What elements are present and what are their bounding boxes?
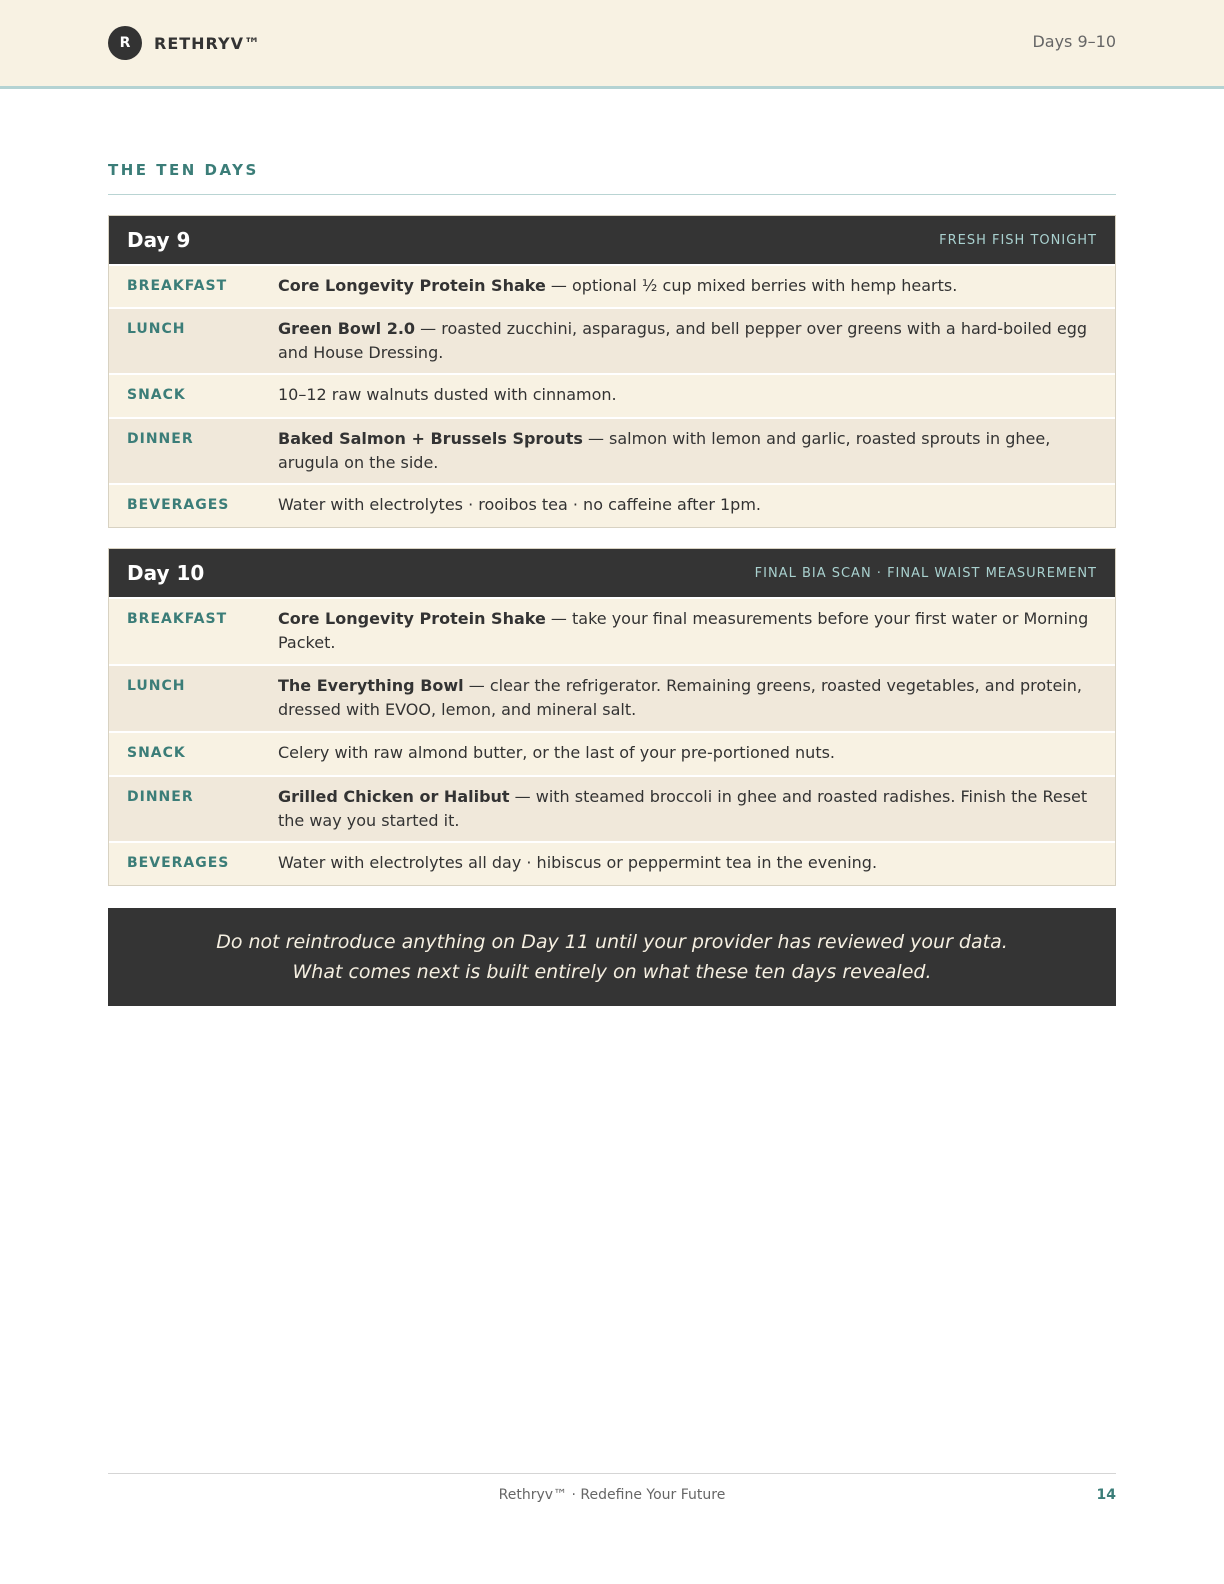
meal-label: BREAKFAST bbox=[127, 611, 228, 627]
meal-text bbox=[278, 419, 1097, 483]
day-title: Day 10 bbox=[127, 561, 205, 585]
meal-detail: Water with electrolytes all day · hibiscus or peppermint tea in the evening. bbox=[278, 853, 878, 872]
meal-row-dinner bbox=[109, 417, 1115, 483]
meal-detail: — with steamed broccoli in ghee and roasted radishes. Finish the Reset the way you started it. bbox=[278, 787, 1088, 830]
meal-label: DINNER bbox=[127, 789, 194, 805]
meal-text bbox=[278, 309, 1097, 373]
day-title: Day 9 bbox=[127, 228, 191, 252]
meal-text bbox=[278, 666, 1097, 730]
meal-row-snack bbox=[109, 373, 1115, 417]
section-divider bbox=[108, 194, 1116, 195]
meal-dish: Grilled Chicken or Halibut bbox=[278, 787, 510, 806]
meal-detail: — clear the refrigerator. Remaining greens, roasted vegetables, and protein, dressed with EVOO, lemon, and mineral salt. bbox=[278, 676, 1082, 719]
day-note: FINAL BIA SCAN · FINAL WAIST MEASUREMENT bbox=[754, 565, 1097, 581]
meal-row-breakfast bbox=[109, 597, 1115, 664]
section-heading: THE TEN DAYS bbox=[108, 161, 259, 179]
meal-label: SNACK bbox=[127, 387, 186, 403]
meal-text bbox=[278, 777, 1097, 841]
meal-row-beverages bbox=[109, 841, 1115, 885]
page-number: 14 bbox=[1096, 1487, 1116, 1503]
meal-text bbox=[278, 266, 1097, 306]
meal-label: BREAKFAST bbox=[127, 278, 228, 294]
day-9-card bbox=[108, 215, 1116, 528]
meal-detail: Celery with raw almond butter, or the last of your pre-portioned nuts. bbox=[278, 743, 836, 762]
meal-label: LUNCH bbox=[127, 321, 186, 337]
header-days-range: Days 9–10 bbox=[1032, 32, 1116, 51]
day-header bbox=[109, 549, 1115, 597]
day-10-card bbox=[108, 548, 1116, 886]
logo-icon: R bbox=[108, 26, 142, 60]
meal-text bbox=[278, 733, 1097, 773]
meal-detail: 10–12 raw walnuts dusted with cinnamon. bbox=[278, 385, 617, 404]
meal-detail: Water with electrolytes · rooibos tea · no caffeine after 1pm. bbox=[278, 495, 761, 514]
brand bbox=[108, 26, 261, 60]
meal-row-breakfast bbox=[109, 264, 1115, 307]
meal-dish: Core Longevity Protein Shake bbox=[278, 609, 546, 628]
meal-text bbox=[278, 843, 1097, 883]
meal-detail: — salmon with lemon and garlic, roasted sprouts in ghee, arugula on the side. bbox=[278, 429, 1051, 472]
footer-tagline: Rethryv™ · Redefine Your Future bbox=[498, 1487, 726, 1503]
meal-dish: Baked Salmon + Brussels Sprouts bbox=[278, 429, 583, 448]
brand-name: RETHRYV™ bbox=[154, 33, 261, 53]
meal-text bbox=[278, 485, 1097, 525]
meal-text bbox=[278, 599, 1097, 663]
meal-detail: — roasted zucchini, asparagus, and bell pepper over greens with a hard-boiled egg and House Dressing. bbox=[278, 319, 1088, 362]
callout-box bbox=[108, 908, 1116, 1006]
meal-text bbox=[278, 375, 1097, 415]
callout-line-1: Do not reintroduce anything on Day 11 until your provider has reviewed your data. bbox=[216, 931, 1008, 953]
meal-row-beverages bbox=[109, 483, 1115, 527]
meal-label: SNACK bbox=[127, 745, 186, 761]
page-header bbox=[0, 0, 1224, 89]
meal-row-dinner bbox=[109, 775, 1115, 841]
meal-dish: Green Bowl 2.0 bbox=[278, 319, 416, 338]
meal-detail: — take your final measurements before your first water or Morning Packet. bbox=[278, 609, 1089, 652]
meal-dish: Core Longevity Protein Shake bbox=[278, 276, 546, 295]
meal-row-lunch bbox=[109, 664, 1115, 731]
callout-line-2: What comes next is built entirely on what these ten days revealed. bbox=[292, 961, 932, 983]
meal-row-snack bbox=[109, 731, 1115, 775]
meal-detail: — optional ½ cup mixed berries with hemp hearts. bbox=[545, 276, 958, 295]
meal-label: BEVERAGES bbox=[127, 497, 230, 513]
meal-dish: The Everything Bowl bbox=[278, 676, 464, 695]
meal-label: BEVERAGES bbox=[127, 855, 230, 871]
day-note: FRESH FISH TONIGHT bbox=[939, 232, 1097, 248]
day-header bbox=[109, 216, 1115, 264]
footer-divider bbox=[108, 1473, 1116, 1474]
meal-row-lunch bbox=[109, 307, 1115, 373]
meal-label: DINNER bbox=[127, 431, 194, 447]
meal-label: LUNCH bbox=[127, 678, 186, 694]
